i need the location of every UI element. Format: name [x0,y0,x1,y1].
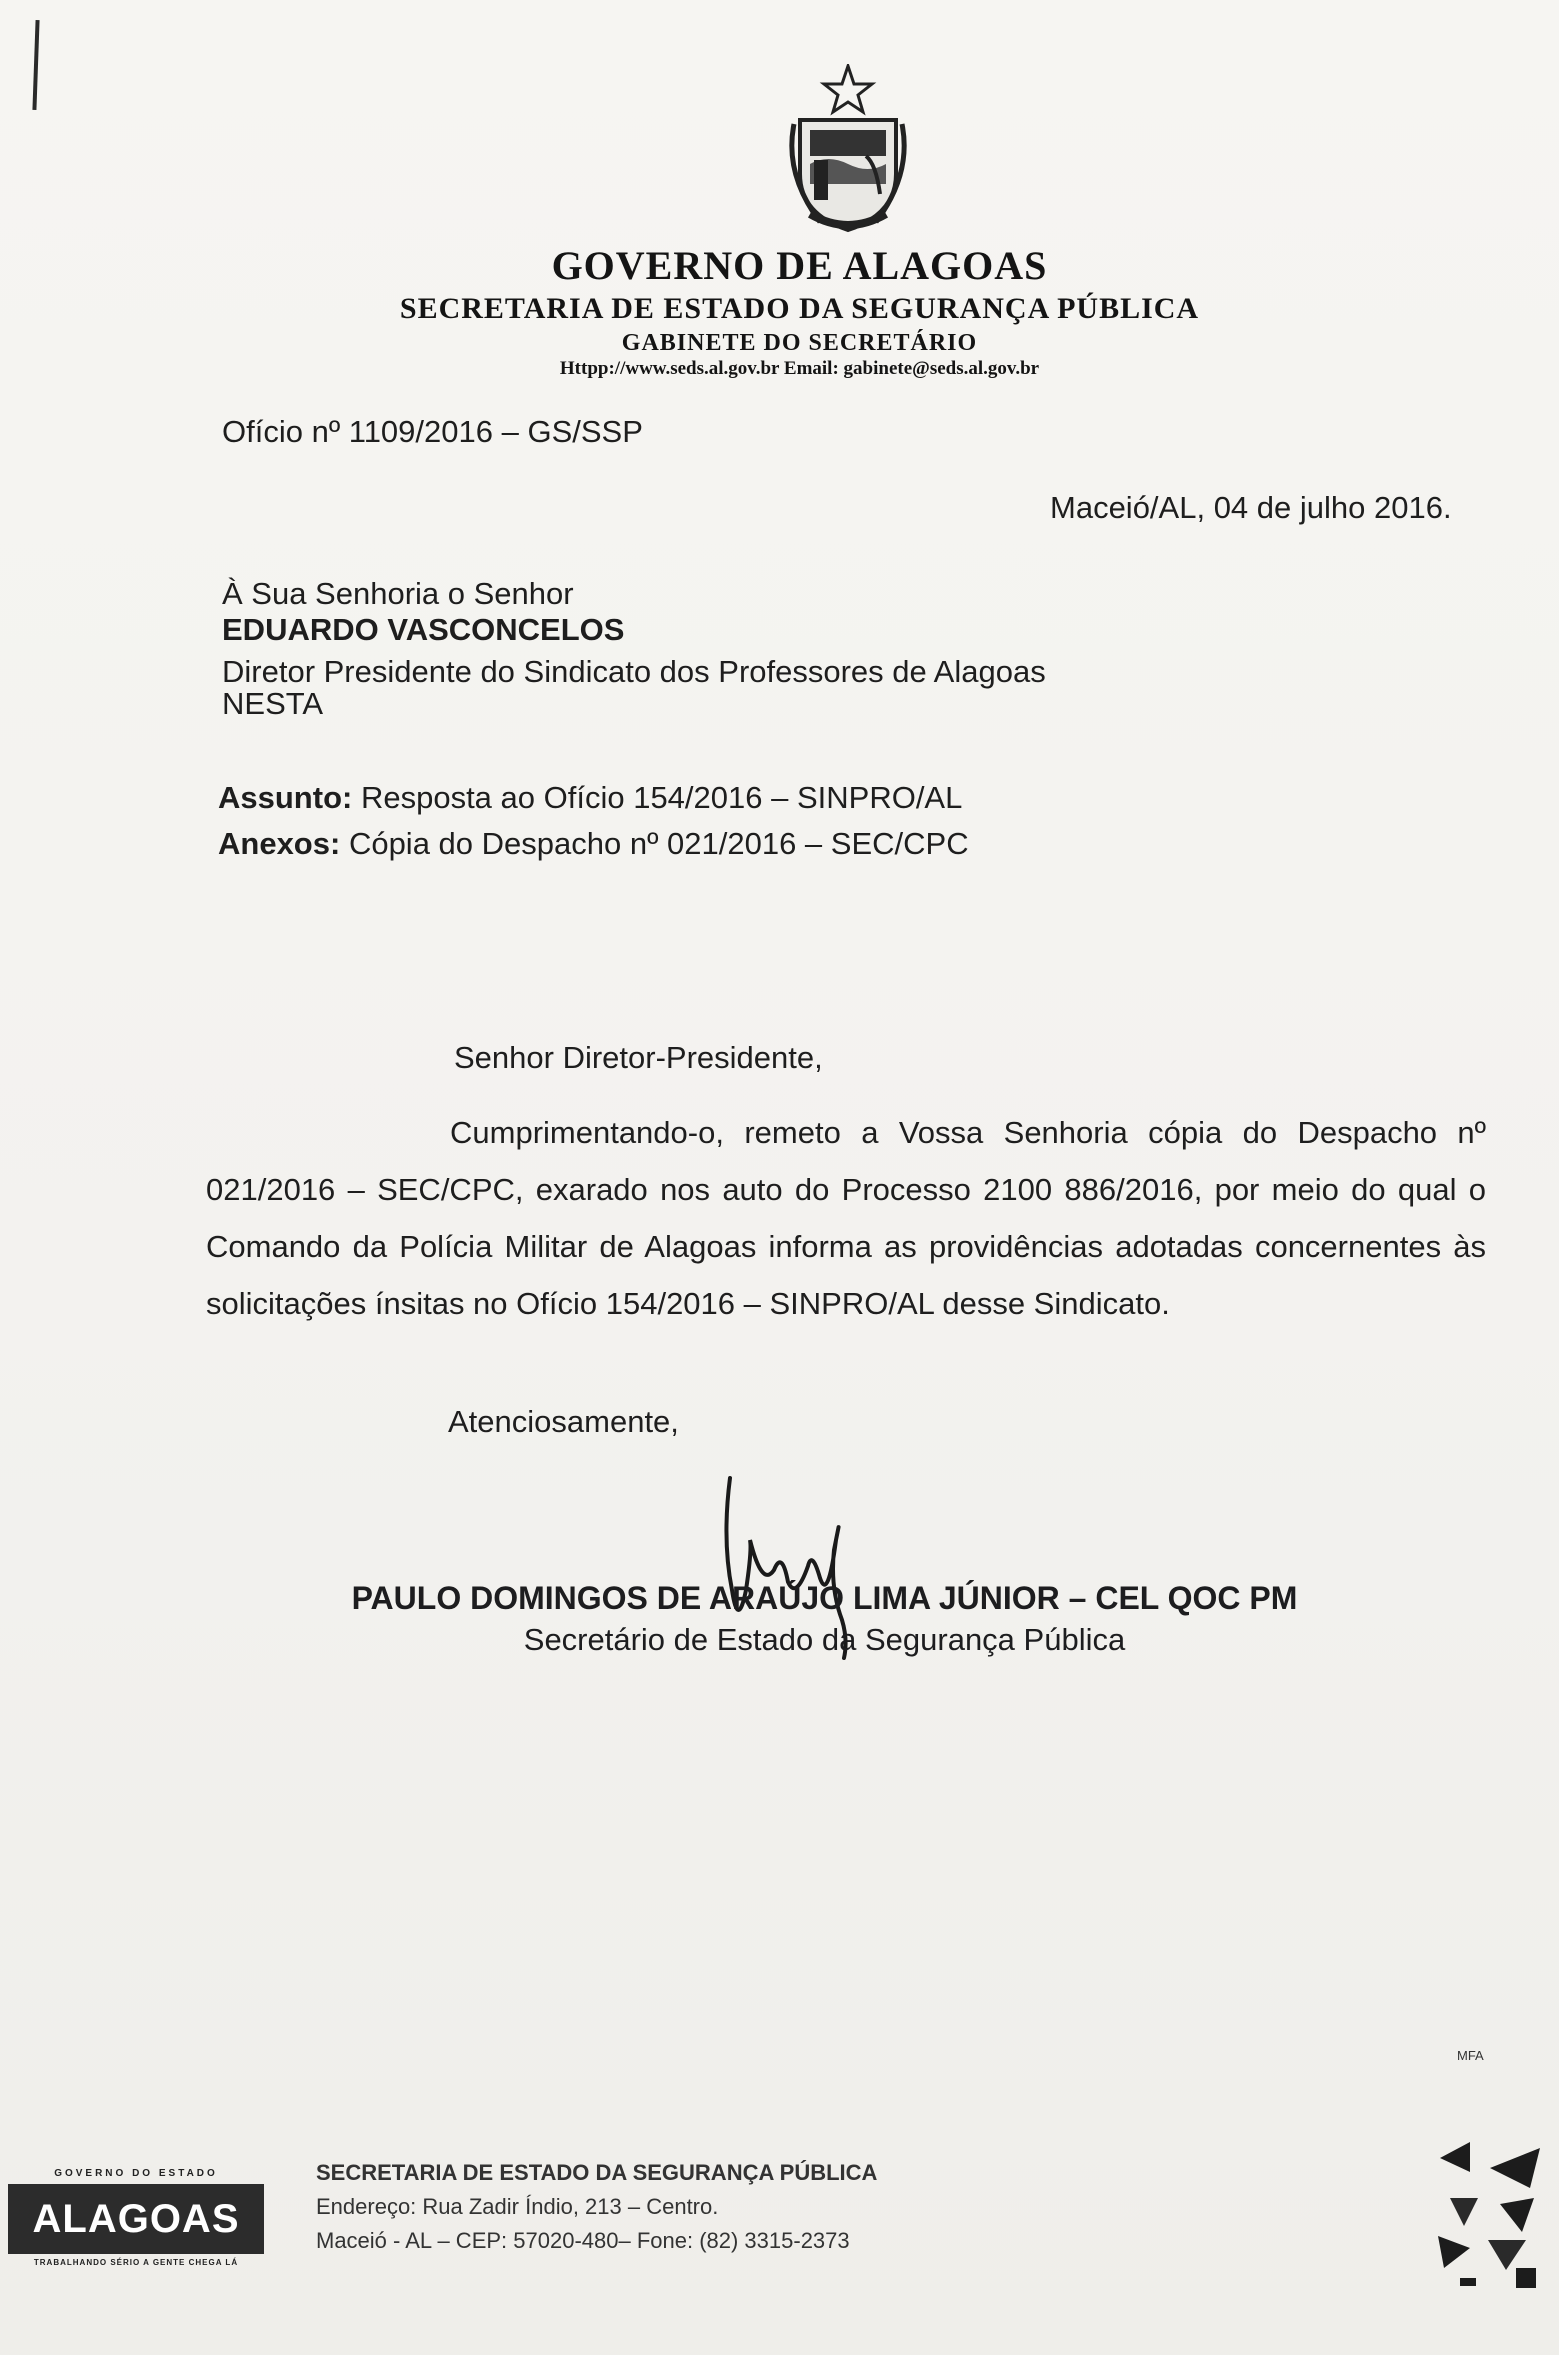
recipient-name: EDUARDO VASCONCELOS [222,612,625,647]
footer-city-contact: Maceió - AL – CEP: 57020-480– Fone: (82) 3315-2373 [316,2228,850,2253]
letter-body-text: Cumprimentando-o, remeto a Vossa Senhoria cópia do Despacho nº 021/2016 – SEC/CPC, exarado nos auto do Processo 2100 886/2016, por meio do qual o Comando da Polícia Militar de Alagoas informa as providências adotadas concernentes às solicitações ínsitas no Ofício 154/2016 – SINPRO/AL desse Sindicato. [206,1115,1486,1321]
letter-body [206,1104,1486,1332]
footer-address: Endereço: Rua Zadir Índio, 213 – Centro. [316,2194,719,2219]
header-web-email: Httpp://www.seds.al.gov.br Email: gabinete@seds.al.gov.br [559,358,1040,379]
state-coat-of-arms-icon [780,64,916,234]
subject-line [218,780,962,816]
footer-address-block [316,2156,877,2258]
logo-top-text: GOVERNO DO ESTADO [54,2168,218,2179]
subject-text: Resposta ao Ofício 154/2016 – SINPRO/AL [360,780,963,815]
signer-name: PAULO DOMINGOS DE ARAÚJO LIMA JÚNIOR – CEL QOC PM [351,1580,1298,1616]
footer-secretariat: SECRETARIA DE ESTADO DA SEGURANÇA PÚBLICA [316,2160,878,2185]
place-date: Maceió/AL, 04 de julho 2016. [1050,490,1452,525]
subject-label: Assunto: [218,780,353,815]
margin-mark [32,20,39,110]
recipient-salutation: À Sua Senhoria o Senhor [222,576,574,611]
closing: Atenciosamente, [448,1404,679,1439]
recipient-location: NESTA [222,686,324,721]
annex-line [218,826,969,862]
greeting: Senhor Diretor-Presidente, [454,1040,823,1075]
alagoas-logo [8,2168,264,2272]
annex-text: Cópia do Despacho nº 021/2016 – SEC/CPC [348,826,969,861]
annex-label: Anexos: [218,826,341,861]
letter-reference: Ofício nº 1109/2016 – GS/SSP [222,414,643,449]
header-government: GOVERNO DE ALAGOAS [551,243,1048,288]
signer-role: Secretário de Estado da Segurança Pública [523,1622,1126,1657]
recipient-title: Diretor Presidente do Sindicato dos Professores de Alagoas [222,654,1046,689]
typist-initials: MFA [1457,2048,1484,2063]
header-cabinet: GABINETE DO SECRETÁRIO [621,330,978,356]
logo-main-text: ALAGOAS [8,2184,264,2254]
header-secretariat: SECRETARIA DE ESTADO DA SEGURANÇA PÚBLICA [399,292,1200,325]
logo-tagline: TRABALHANDO SÉRIO A GENTE CHEGA LÁ [33,2258,239,2267]
decorative-triangles-icon [1430,2128,1548,2298]
